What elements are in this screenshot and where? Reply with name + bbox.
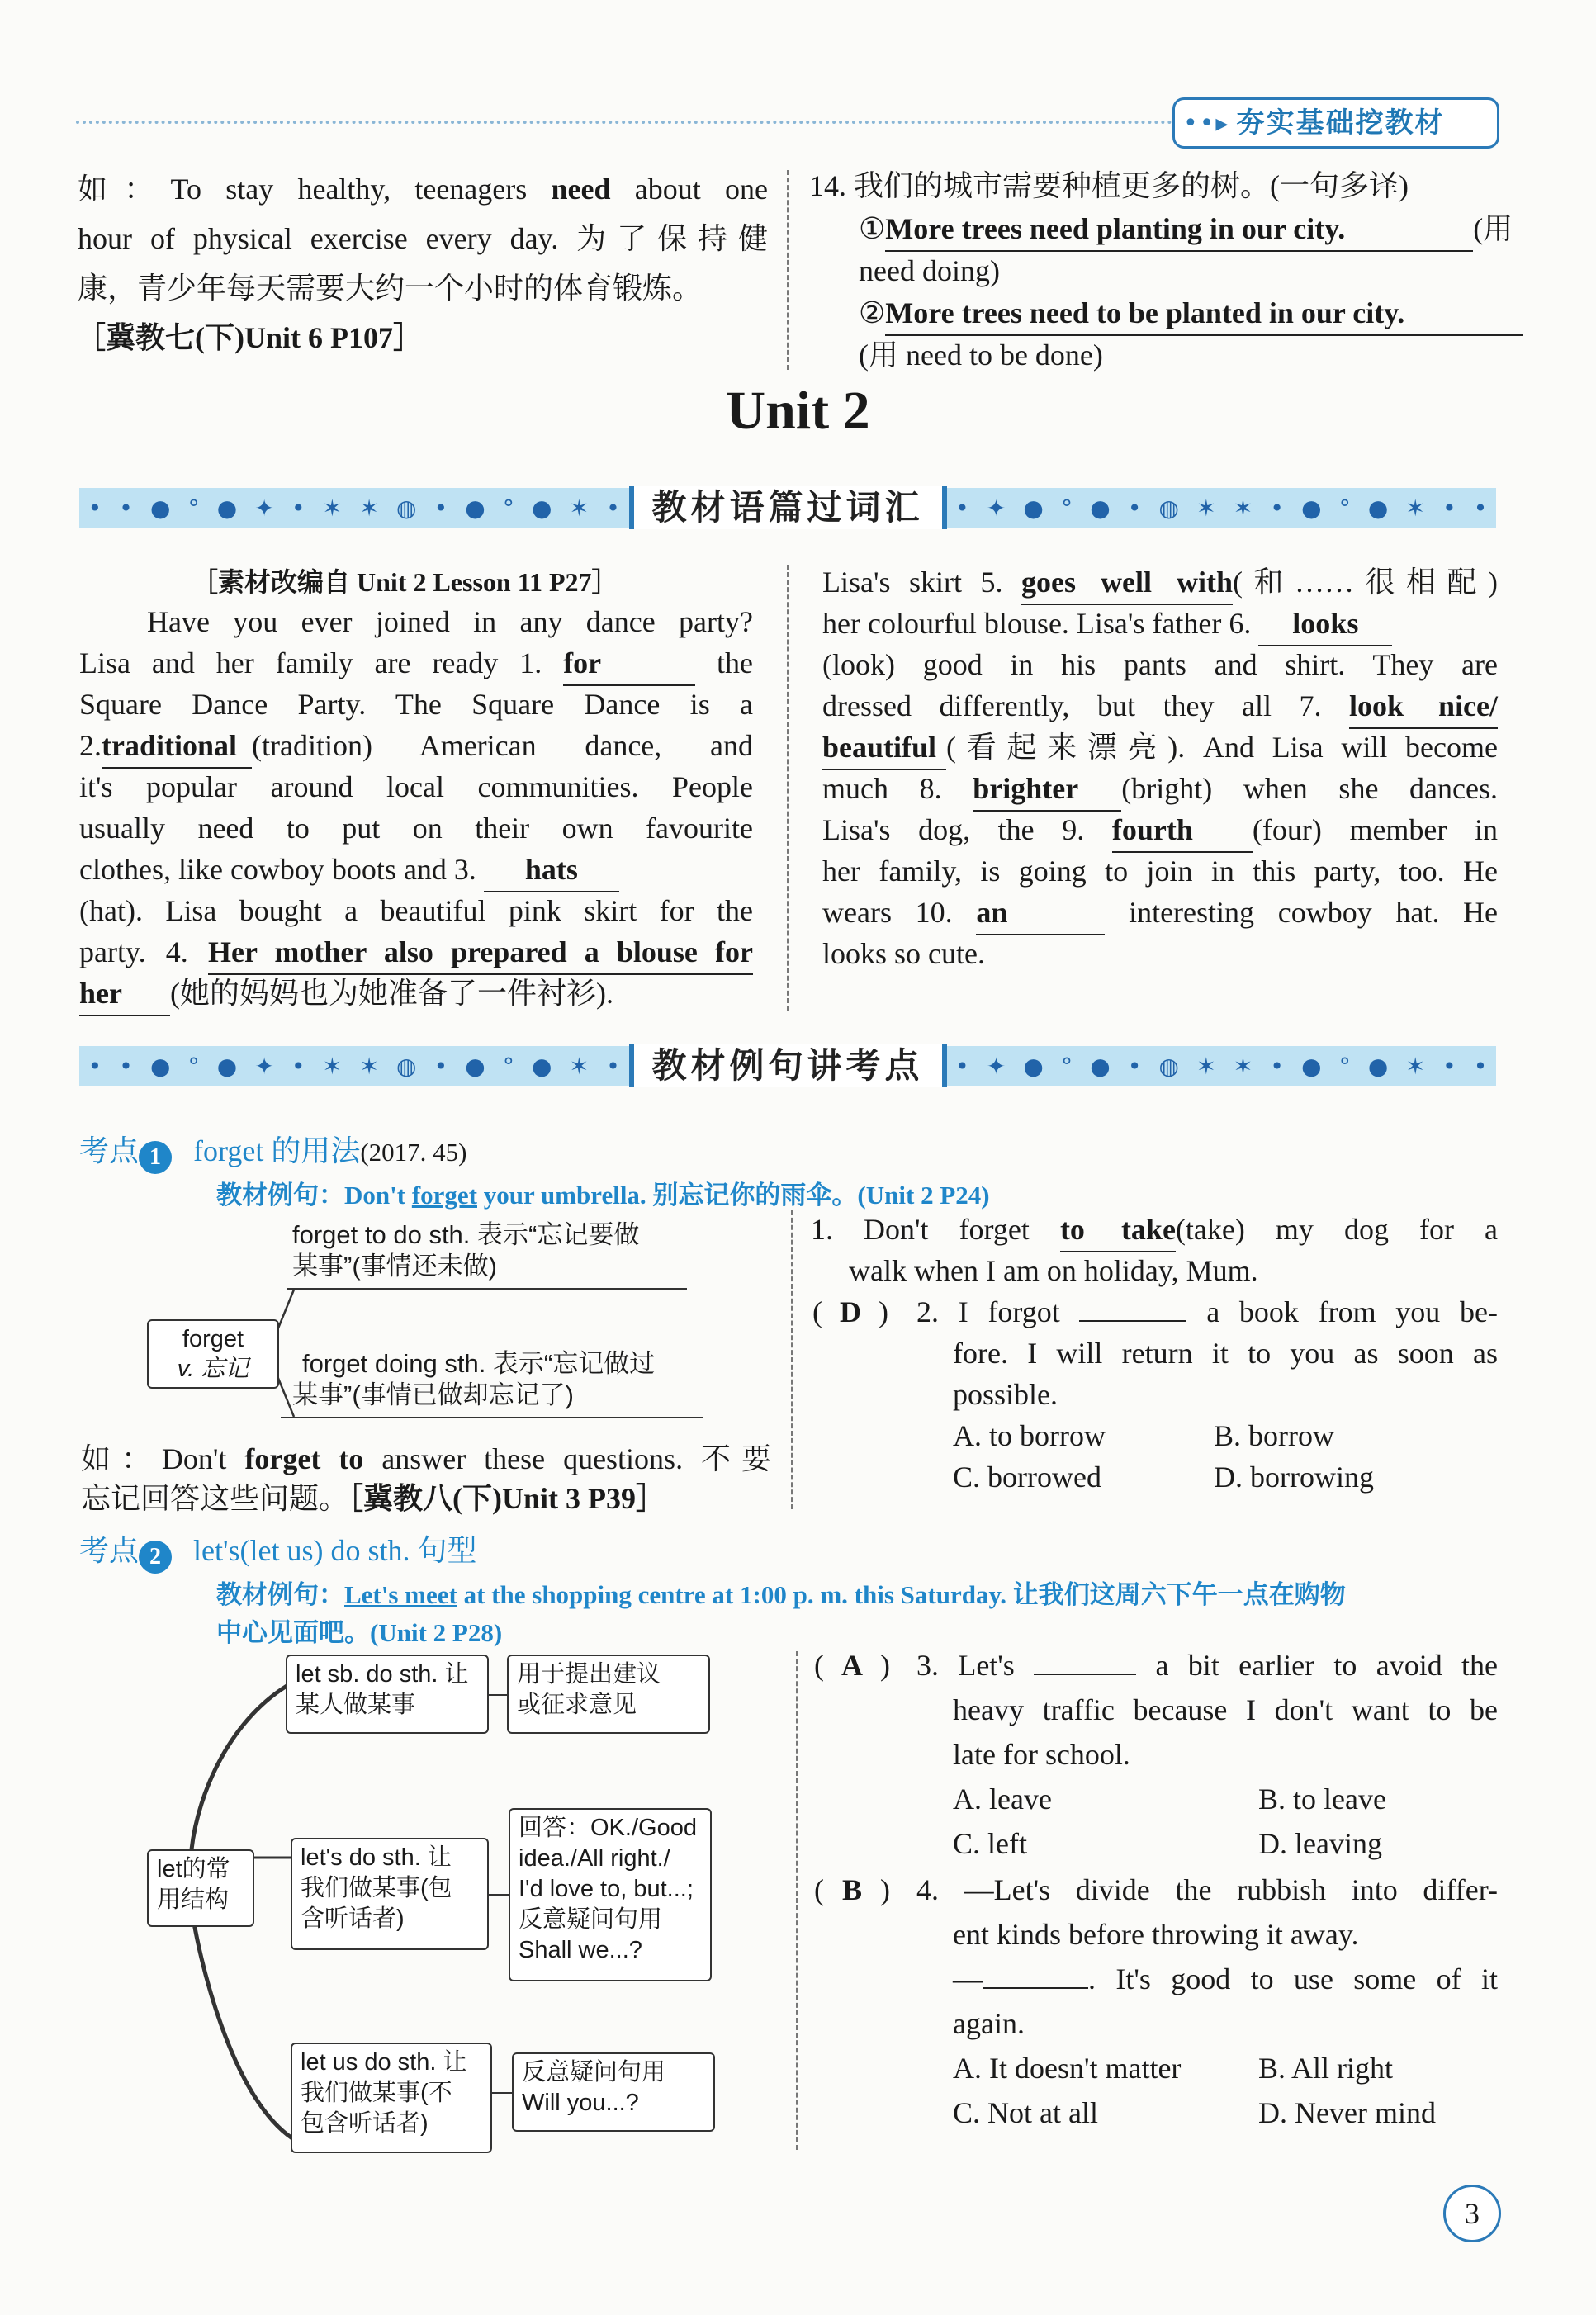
banner2-decor-left: • • ● ° ● ✦ • ✶ ✶ ◍ • ● ° ● ✶ • — [79, 1046, 629, 1086]
kp2-connector-3 — [492, 2092, 512, 2094]
passage-right-line1: Lisa's skirt 5. goes well with(和……很相配) — [822, 561, 1498, 605]
passage-source: ［素材改编自 Unit 2 Lesson 11 P27］ — [192, 567, 618, 597]
banner2-decor-right: • ✦ ● ° ● • ◍ ✶ ✶ • ● ° ● ✶ • • — [947, 1046, 1497, 1086]
kp2-branch2-box: let's do sth. 让 我们做某事(包 含听话者) — [291, 1838, 489, 1950]
q14-stem: 14. 我们的城市需要种植更多的树。(一句多译) — [809, 169, 1409, 202]
passage-left-line3: Square Dance Party. The Square Dance is a — [79, 688, 753, 721]
passage-left-line6: usually need to put on their own favourite — [79, 812, 753, 845]
blank-3: hats — [484, 849, 619, 892]
top-example-line2: hour of physical exercise every day. 为了保持健 — [78, 222, 768, 255]
q4-line2: ent kinds before throwing it away. — [953, 1918, 1359, 1951]
passage-left-line7: clothes, like cowboy boots and 3. hats — [79, 849, 619, 892]
header-tab — [1172, 97, 1499, 149]
passage-left-line8: (hat). Lisa bought a beautiful pink skirt for the — [79, 894, 753, 927]
kp2-textbook-example: 教材例句：Let's meet at the shopping centre at 1:00 p. m. this Saturday. 让我们这周六下午一点在购物 — [216, 1580, 1346, 1609]
passage-left-line10: her (她的妈妈也为她准备了一件衬衫). — [79, 973, 613, 1016]
passage-left-line5: it's popular around local communities. People — [79, 770, 753, 803]
kp2-number-badge: 2 — [139, 1541, 172, 1574]
q2-line3: possible. — [953, 1378, 1058, 1411]
top-example-line1: 如：To stay healthy, teenagers need about one — [78, 173, 768, 206]
blank-6: looks — [1258, 603, 1392, 646]
q1-line2: walk when I am on holiday, Mum. — [849, 1254, 1258, 1287]
q3-option-d: D. leaving — [1258, 1827, 1382, 1860]
q2-option-c: C. borrowed — [953, 1460, 1101, 1494]
q2-option-d: D. borrowing — [1214, 1460, 1374, 1494]
blank-7: look nice/ — [1349, 685, 1498, 729]
blank-8: brighter — [973, 768, 1121, 812]
kp1-example-line2: 忘记回答这些问题。［冀教八(下)Unit 3 P39］ — [81, 1482, 665, 1515]
q3-option-c: C. left — [953, 1827, 1027, 1860]
kp1-center-box: forget v. 忘记 — [147, 1319, 279, 1389]
banner-title-keypoints: 教材例句讲考点 — [629, 1044, 947, 1087]
kp1-number-badge: 1 — [139, 1141, 172, 1174]
q4-line1: 4. —Let's divide the rubbish into differ- — [916, 1873, 1498, 1906]
q4-option-d: D. Never mind — [1258, 2096, 1436, 2129]
kp2-textbook-example-line2: 中心见面吧。(Unit 2 P28) — [216, 1618, 503, 1647]
kp1-example-line1: 如：Don't forget to answer these questions. 不要 — [81, 1442, 771, 1475]
kp2-heading: 考点 2 let's(let us) do sth. 句型 — [79, 1527, 476, 1574]
q3-answer-paren: ( A ) — [814, 1645, 890, 1687]
q14-answer1: More trees need planting in our city. — [885, 208, 1473, 252]
passage-right-line3: (look) good in his pants and shirt. They are — [822, 648, 1498, 681]
header-dotted-rule — [76, 121, 1172, 124]
blank-9: fourth — [1112, 809, 1253, 853]
passage-right-line10: looks so cute. — [822, 937, 985, 970]
q2-answer-paren: ( D ) — [812, 1291, 888, 1333]
column-divider-passage — [787, 565, 789, 1011]
passage-right-line9: wears 10. an interesting cowboy hat. He — [822, 892, 1498, 935]
q4-answer: B — [841, 1873, 862, 1906]
q4-option-a: A. It doesn't matter — [953, 2052, 1182, 2085]
q2-option-a: A. to borrow — [953, 1419, 1106, 1452]
q4-line3: — . It's good to use some of it — [953, 1962, 1498, 1995]
header-tab-label: 夯实基础挖教材 — [1236, 106, 1445, 140]
q3-line3: late for school. — [953, 1738, 1130, 1771]
q1-answer: to take — [1060, 1209, 1176, 1252]
passage-right-line8: her family, is going to join in this party, too. He — [822, 855, 1498, 888]
section-banner-keypoints — [79, 1042, 1496, 1090]
page-number: 3 — [1443, 2185, 1501, 2242]
blank-7-end: beautiful — [822, 727, 946, 770]
kp2-branch3-box: let us do sth. 让 我们做某事(不 包含听话者) — [291, 2043, 492, 2153]
kp1-branch2-line2: 某事”(事情已做却忘记了) — [292, 1380, 574, 1409]
kp2-branch2-note-box: 回答：OK./Good idea./All right./ I'd love to, but...; 反意疑问句用 Shall we...? — [509, 1808, 712, 1981]
top-example-line3: 康，青少年每天需要大约一个小时的体育锻炼。 — [78, 272, 703, 305]
kp2-center-box: let的常 用结构 — [147, 1849, 254, 1927]
arrow-icon: ••▸ — [1183, 108, 1230, 138]
kp2-connector-2 — [489, 1894, 509, 1896]
q1-line1: 1. Don't forget to take(take) my dog for a — [811, 1209, 1498, 1252]
q3-answer: A — [841, 1649, 863, 1682]
q2-line2: fore. I will return it to you as soon as — [953, 1337, 1498, 1370]
column-divider-kp2 — [796, 1651, 798, 2150]
column-divider-kp1 — [791, 1210, 793, 1509]
q14-answer2-note: (用 need to be done) — [859, 338, 1103, 372]
kp1-branch2-line1: forget doing sth. 表示“忘记做过 — [302, 1349, 656, 1378]
banner-decor-right: • ✦ ● ° ● • ◍ ✶ ✶ • ● ° ● ✶ • • — [947, 488, 1497, 528]
kp2-branch1-box: let sb. do sth. 让 某人做某事 — [286, 1655, 489, 1734]
kp1-heading: 考点 1 forget 的用法(2017. 45) — [79, 1128, 466, 1174]
passage-right-line6: much 8. brighter (bright) when she dances. — [822, 768, 1498, 812]
blank-4-end: her — [79, 973, 170, 1016]
passage-left-line9: party. 4. Her mother also prepared a blouse for — [79, 931, 753, 975]
q3-line2: heavy traffic because I don't want to be — [953, 1693, 1498, 1726]
q2-answer: D — [840, 1295, 861, 1328]
q14-answer2: More trees need to be planted in our city. — [885, 292, 1523, 336]
passage-right-line4: dressed differently, but they all 7. look nice/ — [822, 685, 1498, 729]
q14-answer2-row: ②More trees need to be planted in our city. — [859, 292, 1523, 336]
kp1-branch1-rule — [287, 1288, 687, 1290]
q4-line4: again. — [953, 2007, 1025, 2040]
passage-right-line5: beautiful (看起来漂亮). And Lisa will become — [822, 727, 1498, 770]
passage-left-line4: 2.traditional (tradition) American dance, and — [79, 725, 753, 769]
q14-answer1-note: need doing) — [859, 254, 1000, 287]
passage-right-line7: Lisa's dog, the 9. fourth (four) member in — [822, 809, 1498, 853]
kp1-textbook-example: 教材例句：Don't forget your umbrella. 别忘记你的雨伞。(Unit 2 P24) — [216, 1181, 990, 1210]
q4-answer-paren: ( B ) — [814, 1869, 890, 1911]
kp2-branch3-note-box: 反意疑问句用 Will you...? — [512, 2052, 715, 2132]
kp2-branch1-note-box: 用于提出建议 或征求意见 — [507, 1655, 710, 1734]
blank-5: goes well with — [1021, 561, 1233, 605]
banner-decor-left: • • ● ° ● ✦ • ✶ ✶ ◍ • ● ° ● ✶ • — [79, 488, 629, 528]
passage-left-line1: Have you ever joined in any dance party? — [147, 605, 753, 638]
banner-title-vocab: 教材语篇过词汇 — [629, 486, 947, 529]
kp1-branch1-line2: 某事”(事情还未做) — [292, 1252, 497, 1281]
blank-10: an — [976, 892, 1105, 935]
q3-line1: 3. Let's a bit earlier to avoid the — [916, 1649, 1499, 1682]
blank-4: Her mother also prepared a blouse for — [208, 931, 753, 975]
passage-left-line2: Lisa and her family are ready 1. for the — [79, 642, 753, 686]
q2-line1: 2. I forgot a book from you be- — [916, 1295, 1498, 1328]
kp1-branch2-rule — [281, 1417, 703, 1418]
q14-answer1-row: ①More trees need planting in our city. (用 — [859, 208, 1513, 252]
unit-title: Unit 2 — [726, 381, 870, 441]
top-example-source: ［冀教七(下)Unit 6 P107］ — [76, 321, 423, 354]
blank-2: traditional — [102, 725, 252, 769]
q4-option-c: C. Not at all — [953, 2096, 1098, 2129]
q4-option-b: B. All right — [1258, 2052, 1394, 2085]
passage-right-line2: her colourful blouse. Lisa's father 6. looks — [822, 603, 1392, 646]
q3-option-b: B. to leave — [1258, 1782, 1386, 1816]
kp1-branch1-line1: forget to do sth. 表示“忘记要做 — [292, 1220, 640, 1249]
q2-option-b: B. borrow — [1214, 1419, 1334, 1452]
blank-1: for — [563, 642, 695, 686]
section-banner-vocab — [79, 484, 1496, 532]
column-divider-top — [787, 170, 789, 370]
kp2-connector-1 — [489, 1694, 507, 1696]
q3-option-a: A. leave — [953, 1782, 1052, 1816]
